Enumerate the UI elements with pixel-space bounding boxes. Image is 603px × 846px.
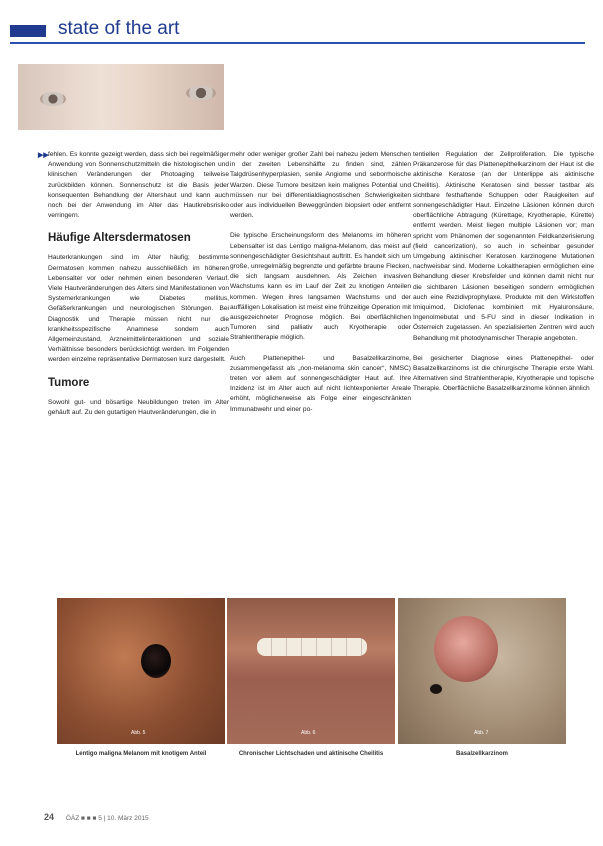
text-column-2	[230, 150, 411, 425]
nodule	[434, 616, 498, 682]
paragraph: tentiellen Regulation der Zellproliferation. Die typische Präkanzerose für das Plattenepithelkarzinom der Haut ist die aktinische Keratose (an der Unterlippe als aktinische Cheilitis). Aktinische Keratosen sind besser tastbar als sichtbare festhaftende Schuppen oder Rauigkeiten auf sonnengeschädigter Haut. Einzelne Läsionen können durch oberflächliche Abtragung (Kürettage, Kryotherapie, Kürette) entfernt werden. Meist liegen multiple Läsionen vor; man spricht vom Phänomen der sogenannten Feldkanzerisierung (field cancerization), so auch in scheinbar gesunder Umgebung aktinischer Keratosen karzinogene Mutationen nachweisbar sind. Moderne Lokaltherapien ermöglichen eine Behandlung dieser Krebsfelder und können damit nicht nur die sichtbaren Läsionen beseitigen sondern ermöglichen auch eine Rezidivprophylaxe. Produkte mit den Wirkstoffen Imiquimod, Diclofenac kombiniert mit Hyaluronsäure, Ingenolmebutat und 5-FU sind in dieser Indikation in Österreich zugelassen. An spezialisierten Zentren wird auch Behandlung mit photodynamischer Therapie angeboten.	[413, 151, 594, 342]
figure-label: Abb. 6	[301, 730, 316, 736]
paragraph: Bei gesicherter Diagnose eines Plattenepithel- oder Basalzellkarzinoms ist die chirurgische Therapie erste Wahl. Alternativen sind Strahlentherapie, Kryotherapie und topische Therapie. Oberflächliche Basalzellkarzinome können ähnlich	[413, 354, 594, 393]
figure-caption: Lentigo maligna Melanom mit knotigem Anteil	[75, 751, 207, 757]
paragraph: mehr oder weniger großer Zahl bei nahezu jedem Menschen in der zweiten Lebenshälfte zu finden sind, zählen Talgdrüsenhyperplasien, senile Angiome und seborrhoische Warzen. Diese Tumore besitzen kein malignes Potential und müssen nur bei differentialdiagnostischen Schwierigkeiten oder aus individuellen Beweggründen biopsiert oder entfernt werden.	[230, 151, 411, 220]
paragraph: Die typische Erscheinungsform des Melanoms im höheren Lebensalter ist das Lentigo maligna-Melanom, das meist auf sonnengeschädigter Gesichtshaut auftritt. Es handelt sich um große, unregelmäßig begrenzte und gefärbte braune Flecken, die sich langsam ausdehnen. Als Zeichen invasiven Wachstums kann es im Lauf der Zeit zu knotigen Anteilen kommen. Wegen ihres langsamen Wachstums und der auffälligen Lokalisation ist meist eine frühzeitige Operation mit ausgezeichneter Prognose möglich. Bei oberflächlichen Tumoren sind palliativ auch Kryotherapie oder Strahlentherapie möglich.	[230, 232, 411, 342]
paragraph: Hauterkrankungen sind im Alter häufig; bestimmte Dermatosen kommen nahezu ausschließlich im höheren Lebensalter vor oder nehmen einen besonderen Verlauf. Viele Hautveränderungen des Alters sind Manifestationen von Systemerkrankungen wie Diabetes mellitus, Gefäßerkrankungen und neurologischen Störungen. Bei Diagnostik und Therapie müssen nicht nur die krankheitsspezifische Anamnese sondern auch Allgemeinzustand, Arzneimittelinteraktionen und soziale Verhältnisse besonders berücksichtigt werden. Im Folgenden werden einzelne repräsentative Dermatosen kurz dargestellt.	[48, 254, 229, 364]
eye-left	[40, 92, 66, 106]
figure-label: Abb. 5	[131, 730, 146, 736]
figure-cheilitis-photo	[227, 598, 395, 744]
lesion	[141, 644, 171, 678]
text-column-1	[48, 150, 229, 428]
figure-caption: Basalzellkarzinom	[455, 751, 509, 757]
text-column-3	[413, 150, 594, 405]
figure-caption: Chronischer Lichtschaden und aktinische Cheilitis	[238, 751, 384, 757]
paragraph: Auch Plattenepithel- und Basalzellkarzinome, zusammengefasst als „non-melanoma skin cancer“, NMSC) treten vor allem auf sonnengeschädigter Haut auf. Ihre Inzidenz ist im Alter auch auf nicht lichtexponierter Areale erhöht, möglicherweise als Folge einer eingeschränkten Immunabwehr und einer po-	[230, 354, 411, 413]
eye-photo	[18, 64, 224, 130]
section-heading: Tumore	[48, 376, 90, 389]
paragraph: fehlen. Es konnte gezeigt werden, dass sich bei regelmäßiger Anwendung von Sonnenschutzmitteln die histologischen und klinischen Veränderungen der Photoaging teilweise zurückbilden können. Sonnenschutz ist die Basis jeder konsequenten Behandlung der Altershaut und kann auch noch bei der Anwendung im Alter das Hautkrebsrisiko verringern.	[48, 151, 229, 220]
page-footer	[44, 812, 149, 822]
figure-label: Abb. 7	[474, 730, 489, 736]
section-heading: Häufige Altersdermatosen	[48, 232, 191, 245]
publication-info: ÖÄZ ■ ■ ■ 5 | 10. März 2015	[65, 815, 149, 822]
eye-right	[186, 86, 216, 100]
page-title: state of the art	[58, 18, 180, 39]
figure-basalzell-photo	[398, 598, 566, 744]
header-rule	[10, 42, 585, 44]
figure-melanoma-photo	[57, 598, 225, 744]
paragraph: Sowohl gut- und bösartige Neubildungen treten im Alter gehäuft auf. Zu den gutartigen Hautveränderungen, die in	[48, 398, 229, 416]
continuation-marker: ▶▶	[38, 152, 49, 159]
teeth	[257, 638, 367, 656]
nodule-dark-spot	[430, 684, 442, 694]
header-accent-bar	[10, 25, 46, 37]
page-number: 24	[44, 812, 55, 822]
